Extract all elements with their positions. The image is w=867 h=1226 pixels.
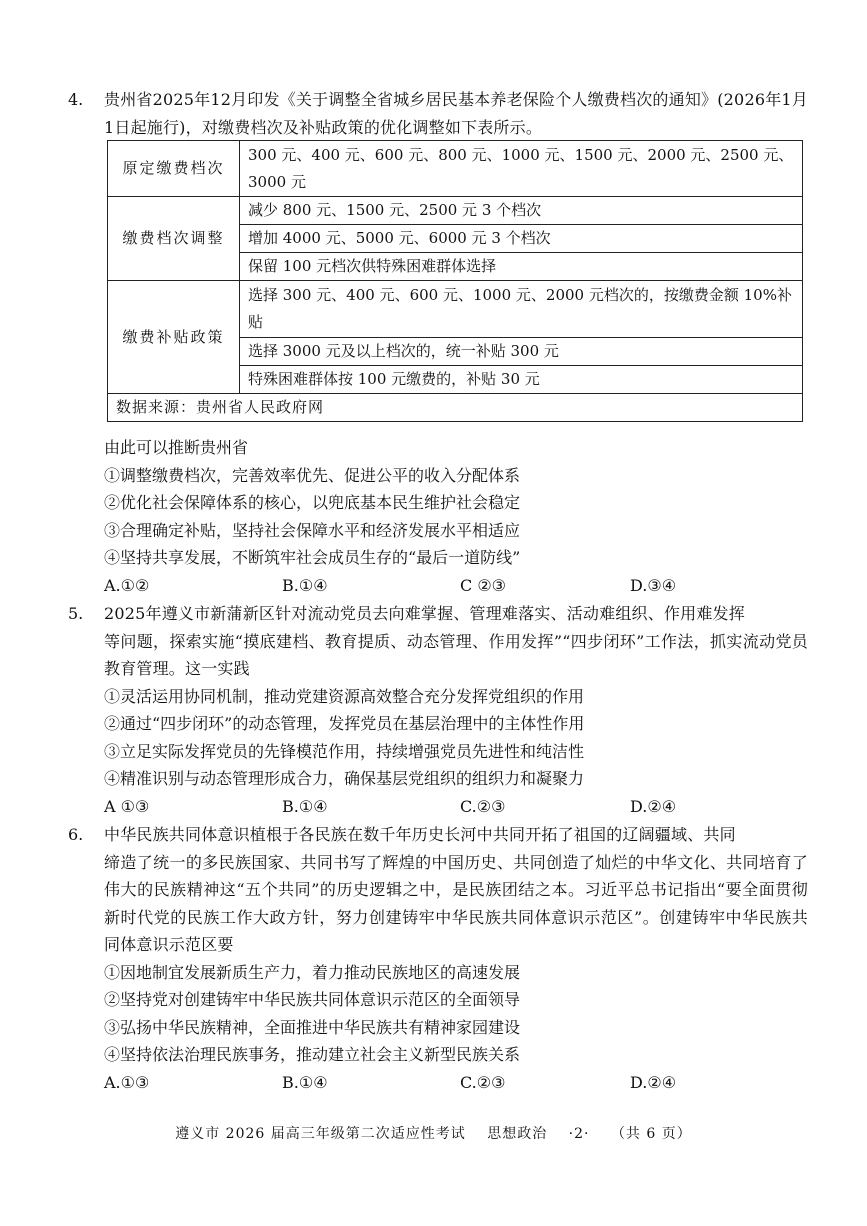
table-row (108, 281, 803, 338)
question-4-options (68, 434, 808, 599)
table-cell: 特殊困难群体按 100 元缴费的，补贴 30 元 (240, 366, 803, 394)
table-cell: 保留 100 元档次供特殊困难群体选择 (240, 253, 803, 281)
question-stem-first-line: 中华民族共同体意识植根于各民族在数千年历史长河中共同开拓了祖国的辽阔疆域、共同 (104, 825, 736, 844)
choice-a[interactable]: A.①③ (104, 1072, 150, 1092)
table-cell: 选择 3000 元及以上档次的，统一补贴 300 元 (240, 338, 803, 366)
question-stem: 缔造了统一的多民族国家、共同书写了辉煌的中国历史、共同创造了灿烂的中华文化、共同培育了伟大的民族精神这“五个共同”的历史逻辑之中，是民族团结之本。习近平总书记指出“要全面贯彻新时代党的民族工作大政方针，努力创建铸牢中华民族共同体意识示范区”。创建铸牢中华民族共同体意识示范区要 (104, 852, 808, 954)
answer-choices (104, 793, 808, 821)
question-6 (68, 821, 808, 1096)
option-3: ③合理确定补贴，坚持社会保障水平和经济发展水平相适应 (104, 520, 521, 540)
exam-title: 遵义市 2026 届高三年级第二次适应性考试 (175, 1126, 466, 1142)
subject-name: 思想政治 (487, 1126, 548, 1142)
table-cell: 减少 800 元、1500 元、2500 元 3 个档次 (240, 197, 803, 225)
table-cell: 增加 4000 元、5000 元、6000 元 3 个档次 (240, 225, 803, 253)
policy-table (107, 140, 803, 422)
question-stem-first-line: 2025年遵义市新蒲新区针对流动党员去向难掌握、管理难落实、活动难组织、作用难发挥 (104, 604, 745, 623)
choice-c[interactable]: C.②③ (460, 1072, 506, 1092)
table-row (108, 394, 803, 422)
table-row (108, 141, 803, 197)
question-number: 6. (68, 825, 84, 844)
question-lead: 由此可以推断贵州省 (104, 438, 249, 457)
table-row-head: 缴费档次调整 (108, 197, 240, 281)
answer-choices (104, 572, 808, 600)
answer-choices (104, 1069, 808, 1097)
option-2: ②通过“四步闭环”的动态管理，发挥党员在基层治理中的主体性作用 (104, 714, 585, 733)
table-row-head: 原定缴费档次 (108, 141, 240, 197)
option-2: ②优化社会保障体系的核心，以兜底基本民生维护社会稳定 (104, 493, 521, 512)
choice-b[interactable]: B.①④ (282, 575, 328, 595)
page-total: （共 6 页） (610, 1126, 692, 1142)
page-number: ·2· (568, 1126, 590, 1142)
option-1: ①调整缴费档次，完善效率优先、促进公平的收入分配体系 (104, 465, 521, 485)
question-number: 5. (68, 604, 84, 623)
question-stem: 等问题，探索实施“摸底建档、教育提质、动态管理、作用发挥”“四步闭环”工作法，抓实流动党员教育管理。这一实践 (104, 631, 808, 678)
choice-d[interactable]: D.②④ (630, 1072, 677, 1092)
option-3: ③立足实际发挥党员的先锋模范作用，持续增强党员先进性和纯洁性 (104, 741, 585, 761)
page-footer (0, 1123, 867, 1143)
option-4: ④精准识别与动态管理形成合力，确保基层党组织的组织力和凝聚力 (104, 769, 585, 788)
option-1: ①灵活运用协同机制，推动党建资源高效整合充分发挥党组织的作用 (104, 686, 585, 706)
table-source: 数据来源：贵州省人民政府网 (108, 394, 803, 422)
choice-d[interactable]: D.③④ (630, 575, 677, 595)
choice-d[interactable]: D.②④ (630, 796, 677, 816)
table-row-head: 缴费补贴政策 (108, 281, 240, 394)
choice-c[interactable]: C.②③ (460, 796, 506, 816)
table-row (108, 197, 803, 225)
question-5 (68, 600, 808, 820)
question-stem: 贵州省2025年12月印发《关于调整全省城乡居民基本养老保险个人缴费档次的通知》(2026年1月1日起施行)，对缴费档次及补贴政策的优化调整如下表所示。 (104, 90, 808, 137)
question-number: 4. (68, 90, 84, 109)
option-3: ③弘扬中华民族精神，全面推进中华民族共有精神家园建设 (104, 1017, 521, 1037)
choice-c[interactable]: C ②③ (460, 575, 507, 595)
table-cell: 选择 300 元、400 元、600 元、1000 元、2000 元档次的，按缴费金额 10%补贴 (240, 281, 803, 338)
table-cell: 300 元、400 元、600 元、800 元、1000 元、1500 元、2000 元、2500 元、3000 元 (240, 141, 803, 197)
choice-a[interactable]: A.①② (104, 575, 150, 595)
option-4: ④坚持依法治理民族事务，推动建立社会主义新型民族关系 (104, 1045, 521, 1064)
question-4 (68, 86, 808, 141)
choice-b[interactable]: B.①④ (282, 1072, 328, 1092)
option-2: ②坚持党对创建铸牢中华民族共同体意识示范区的全面领导 (104, 990, 521, 1009)
choice-b[interactable]: B.①④ (282, 796, 328, 816)
choice-a[interactable]: A ①③ (104, 796, 150, 816)
option-4: ④坚持共享发展，不断筑牢社会成员生存的“最后一道防线” (104, 548, 521, 567)
option-1: ①因地制宜发展新质生产力，着力推动民族地区的高速发展 (104, 962, 521, 982)
